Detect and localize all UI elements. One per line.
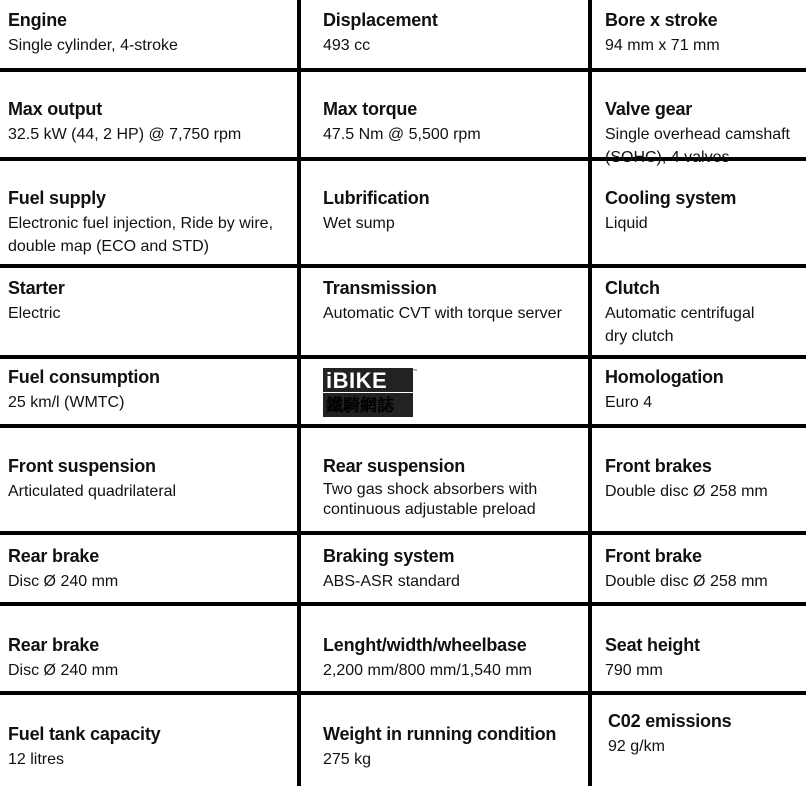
spec-value: Electric [8, 305, 61, 322]
logo-wordmark: iBIKE [326, 368, 388, 393]
ibike-logo-graphic [323, 365, 418, 417]
spec-label: Seat height [605, 635, 700, 655]
spec-value: 92 g/km [608, 738, 665, 755]
spec-cell [8, 277, 65, 325]
spec-cell [605, 9, 720, 57]
spec-label: Fuel tank capacity [8, 724, 161, 744]
spec-value: 12 litres [8, 751, 65, 768]
spec-value: 25 km/l (WMTC) [8, 394, 125, 411]
spec-cell [605, 366, 724, 414]
row-divider [0, 355, 806, 359]
spec-label: Braking system [323, 546, 455, 566]
spec-label: Clutch [605, 278, 660, 298]
row-divider [0, 68, 806, 72]
spec-cell [323, 545, 460, 593]
row-divider [0, 424, 806, 428]
spec-label: Displacement [323, 10, 438, 30]
spec-value: 32.5 kW (44, 2 HP) @ 7,750 rpm [8, 126, 242, 143]
spec-cell [8, 634, 118, 682]
spec-label: Max output [8, 99, 102, 119]
spec-cell [323, 634, 532, 682]
row-divider [0, 691, 806, 695]
spec-cell [8, 455, 176, 503]
spec-cell [8, 187, 273, 258]
spec-value: Disc Ø 240 mm [8, 662, 119, 679]
spec-label: C02 emissions [608, 711, 732, 731]
spec-label: Rear brake [8, 635, 100, 655]
spec-cell [323, 98, 481, 146]
spec-cell [323, 187, 429, 235]
column-divider [297, 0, 301, 786]
spec-value: Double disc Ø 258 mm [605, 483, 768, 500]
row-divider [0, 602, 806, 606]
row-divider [0, 531, 806, 535]
spec-cell [323, 723, 556, 771]
row-divider [0, 264, 806, 268]
spec-value: Electronic fuel injection, Ride by wire, double map (ECO and STD) [8, 215, 274, 255]
spec-label: Front brakes [605, 456, 712, 476]
spec-value: Liquid [605, 215, 648, 232]
spec-label: Rear suspension [323, 456, 466, 476]
spec-label: Transmission [323, 278, 437, 298]
spec-label: Valve gear [605, 99, 693, 119]
spec-label: Rear brake [8, 546, 100, 566]
spec-label: Weight in running condition [323, 724, 557, 744]
spec-cell [323, 9, 438, 57]
spec-value: Disc Ø 240 mm [8, 573, 119, 590]
spec-value: Articulated quadrilateral [8, 483, 177, 500]
spec-value: 790 mm [605, 662, 663, 679]
spec-label: Front brake [605, 546, 702, 566]
spec-label: Max torque [323, 99, 418, 119]
spec-value: Double disc Ø 258 mm [605, 573, 768, 590]
spec-cell [605, 98, 790, 169]
spec-value: 47.5 Nm @ 5,500 rpm [323, 126, 481, 143]
ibike-logo [323, 365, 418, 417]
spec-value: Single overhead camshaft (SOHC), 4 valves [605, 126, 790, 166]
spec-value: 2,200 mm/800 mm/1,540 mm [323, 662, 532, 679]
spec-label: Starter [8, 278, 65, 298]
spec-cell [8, 545, 118, 593]
spec-label: Bore x stroke [605, 10, 718, 30]
column-divider [588, 0, 592, 786]
spec-label: Lenght/width/wheelbase [323, 635, 527, 655]
spec-cell [323, 455, 537, 520]
spec-value: 275 kg [323, 751, 372, 768]
spec-cell [605, 634, 700, 682]
spec-label: Fuel supply [8, 188, 106, 208]
spec-value: ABS-ASR standard [323, 573, 460, 590]
spec-value: Automatic CVT with torque server [323, 305, 562, 322]
spec-value: Wet sump [323, 215, 395, 232]
spec-value: Single cylinder, 4-stroke [8, 37, 178, 54]
spec-value: 94 mm x 71 mm [605, 37, 720, 54]
spec-label: Homologation [605, 367, 724, 387]
spec-value: Two gas shock absorbers with continuous adjustable preload [323, 481, 538, 518]
logo-chinese: 鐵騎網誌 [326, 396, 394, 416]
spec-label: Front suspension [8, 456, 156, 476]
spec-value: Euro 4 [605, 394, 653, 411]
spec-cell [8, 723, 160, 771]
spec-cell [605, 187, 736, 235]
spec-cell [605, 277, 754, 348]
logo-tm: ™ [411, 368, 418, 376]
spec-label: Engine [8, 10, 67, 30]
spec-cell [605, 455, 768, 503]
spec-cell [8, 366, 160, 414]
spec-value: Automatic centrifugal dry clutch [605, 305, 755, 345]
spec-label: Cooling system [605, 188, 737, 208]
spec-label: Lubrification [323, 188, 430, 208]
spec-value: 493 cc [323, 37, 371, 54]
spec-cell [323, 277, 562, 325]
spec-cell [8, 9, 178, 57]
spec-label: Fuel consumption [8, 367, 160, 387]
spec-cell [608, 710, 731, 758]
spec-cell [8, 98, 241, 146]
spec-cell [605, 545, 768, 593]
